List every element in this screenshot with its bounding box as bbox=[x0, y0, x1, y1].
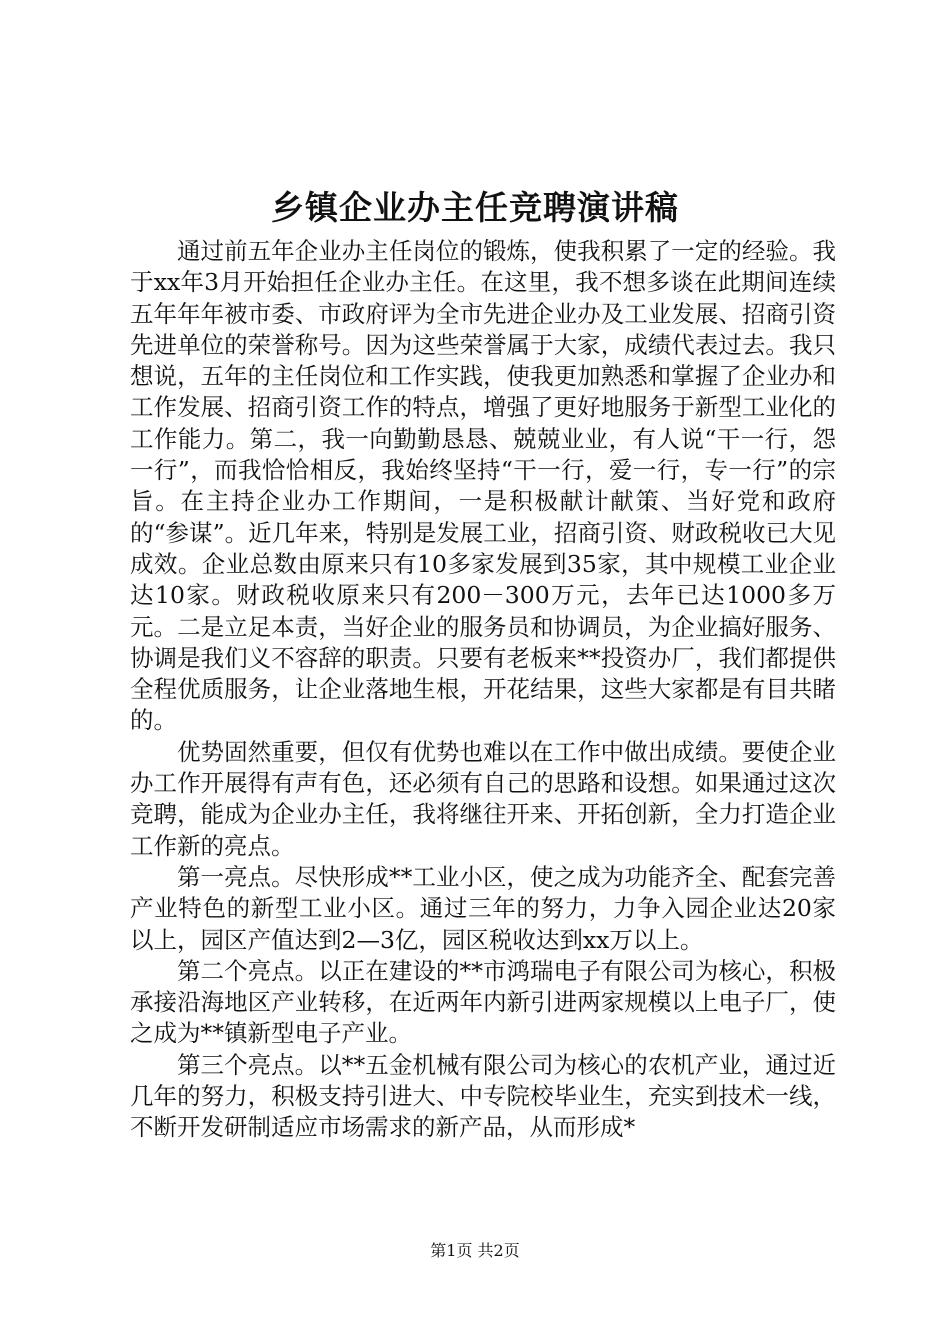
document-body bbox=[130, 236, 836, 1144]
paragraph-4: 第二个亮点。以正在建设的**市鸿瑞电子有限公司为核心，积极承接沿海地区产业转移，在近两年内新引进两家规模以上电子厂，使之成为**镇新型电子产业。 bbox=[130, 956, 836, 1048]
paragraph-3: 第一亮点。尽快形成**工业小区，使之成为功能齐全、配套完善产业特色的新型工业小区。通过三年的努力，力争入园企业达20家以上，园区产值达到2—3亿，园区税收达到xx万以上。 bbox=[130, 862, 836, 954]
page-number-current: 第1页 bbox=[430, 1241, 473, 1260]
page-number-total: 共2页 bbox=[477, 1241, 520, 1260]
paragraph-2: 优势固然重要，但仅有优势也难以在工作中做出成绩。要使企业办工作开展得有声有色，还必须有自己的思路和设想。如果通过这次竞聘，能成为企业办主任，我将继往开来、开拓创新，全力打造企业工作新的亮点。 bbox=[130, 737, 836, 860]
paragraph-1: 通过前五年企业办主任岗位的锻炼，使我积累了一定的经验。我于xx年3月开始担任企业办主任。在这里，我不想多谈在此期间连续五年年年被市委、市政府评为全市先进企业办及工业发展、招商引资先进单位的荣誉称号。因为这些荣誉属于大家，成绩代表过去。我只想说，五年的主任岗位和工作实践，使我更加熟悉和掌握了企业办和工作发展、招商引资工作的特点，增强了更好地服务于新型工业化的工作能力。第二，我一向勤勤恳恳、兢兢业业，有人说“干一行，怨一行”，而我恰恰相反，我始终坚持“干一行，爱一行，专一行”的宗旨。在主持企业办工作期间，一是积极献计献策、当好党和政府的“参谋”。近几年来，特别是发展工业，招商引资、财政税收已大见成效。企业总数由原来只有10多家发展到35家，其中规模工业企业达10家。财政税收原来只有200－300万元，去年已达1000多万元。二是立足本责，当好企业的服务员和协调员，为企业搞好服务、协调是我们义不容辞的职责。只要有老板来**投资办厂，我们都提供全程优质服务，让企业落地生根，开花结果，这些大家都是有目共睹的。 bbox=[130, 237, 836, 735]
page-footer bbox=[0, 1240, 950, 1262]
paragraph-5: 第三个亮点。以**五金机械有限公司为核心的农机产业，通过近几年的努力，积极支持引进大、中专院校毕业生，充实到技术一线，不断开发研制适应市场需求的新产品，从而形成* bbox=[130, 1050, 836, 1142]
document-title: 乡镇企业办主任竞聘演讲稿 bbox=[271, 188, 679, 227]
